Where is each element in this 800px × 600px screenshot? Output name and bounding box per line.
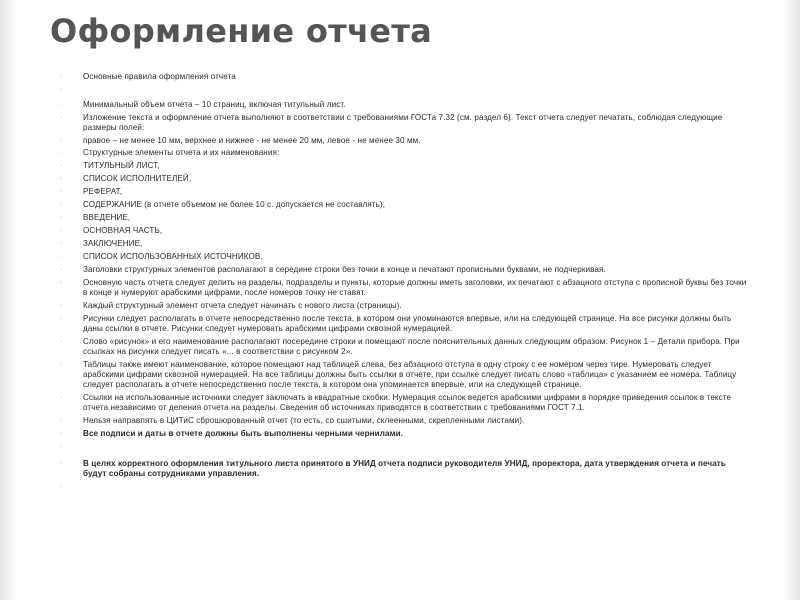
list-item [60,314,748,334]
bullet-icon: ◦ [60,280,63,286]
bullet-icon: ◦ [60,115,63,121]
bullet-icon: ◦ [60,150,63,156]
list-item [60,360,748,390]
slide-title: Оформление отчета [50,12,432,50]
bullet-icon: ◦ [60,215,63,221]
bullet-icon: ◦ [60,138,63,144]
list-item-text: СПИСОК ИСПОЛНИТЕЛЕЙ, [83,174,192,183]
list-item-text: Ссылки на использованные источники следует заключать в квадратные скобки. Нумерация ссылок ведется арабскими цифрами в порядке приведения ссылок в тексте отчета независимо от деления отчета на разделы. Сведения об источниках приводятся в соответствии с требованиями ГОСТ 7.1. [83,393,732,412]
bullet-list [60,72,748,492]
list-item [60,72,748,82]
list-item [60,416,748,426]
list-item-text: Изложение текста и оформление отчета выполняют в соответствии с требованиями ГОСТа 7.32 (см. раздел 6). Текст отчета следует печатать, соблюдая следующие размеры полей: [83,113,723,132]
list-item [60,442,748,452]
list-item-text: Слово «рисунок» и его наименование располагают посередине строки и помещают после пояснительных данных следующим образом: Рисунок 1 – Детали прибора. При ссылках на рисунки следует писать «... в соответствии с рисунком 2». [83,337,740,356]
list-item-text: правое – не менее 10 мм, верхнее и нижнее - не менее 20 мм, левое - не менее 30 мм. [83,136,421,145]
list-item-text: ЗАКЛЮЧЕНИЕ, [83,239,143,248]
bullet-icon: ◦ [60,362,63,368]
list-item [60,393,748,413]
bullet-icon: ◦ [60,316,63,322]
list-item-text: Заголовки структурных элементов располагают в середине строки без точки в конце и печатают прописными буквами, не подчеркивая. [83,265,606,274]
bullet-icon: ◦ [60,241,63,247]
list-item [60,148,748,158]
list-item [60,136,748,146]
list-item [60,213,748,223]
list-item-text: ОСНОВНАЯ ЧАСТЬ, [83,226,163,235]
bullet-icon: ◦ [60,418,63,424]
list-item [60,113,748,133]
bullet-icon: ◦ [60,163,63,169]
list-item [60,337,748,357]
list-item [60,252,748,262]
list-item [60,278,748,298]
list-item-text: Нельзя направлять в ЦИТиС сброшюрованный отчет (то есть, со сшитыми, склеенными, скрепленными листами). [83,416,525,425]
list-item-text: Таблицы также имеют наименование, которое помещают над таблицей слева, без абзацного отступа в одну строку с ее номером через тире. Нумеровать следует арабскими цифрами сквозной нумерацией. На все таблицы должны быть ссылки в отчете, при ссылке следует писать слово «таблица» с указанием ее номера. Таблицу следует располагать в отчете непосредственно после текста, в котором она упоминается впервые, или на следующей странице. [83,360,737,389]
bullet-icon: ◦ [60,74,63,80]
list-item-text: Каждый структурный элемент отчета следует начинать с нового листа (страницы). [83,301,402,310]
list-item [60,174,748,184]
bullet-icon: ◦ [60,303,63,309]
list-item-text: Минимальный объем отчета – 10 страниц, включая титульный лист. [83,100,346,109]
list-item [60,100,748,110]
bullet-icon: ◦ [60,189,63,195]
list-item [60,265,748,275]
list-item-text: ТИТУЛЬНЫЙ ЛИСТ, [83,161,160,170]
bullet-icon: ◦ [60,484,63,490]
list-item-text: Основные правила оформления отчета [83,72,236,81]
list-item [60,429,748,439]
bullet-icon: ◦ [60,444,63,450]
list-item [60,459,748,479]
bullet-icon: ◦ [60,461,63,467]
list-item-text: Все подписи и даты в отчете должны быть выполнены черными чернилами. [83,429,404,438]
list-item [60,301,748,311]
bullet-icon: ◦ [60,267,63,273]
left-edge-shadow [0,0,18,600]
bullet-icon: ◦ [60,431,63,437]
bullet-icon: ◦ [60,339,63,345]
list-item-text: ВВЕДЕНИЕ, [83,213,131,222]
bullet-icon: ◦ [60,395,63,401]
bullet-icon: ◦ [60,254,63,260]
list-item-text: Основную часть отчета следует делить на разделы, подразделы и пункты, которые должны иметь заголовки, их печатают с абзацного отступа с прописной буквы без точки в конце и нумеруют арабскими цифрами, после номеров точку не ставят. [83,278,747,297]
bullet-icon: ◦ [60,202,63,208]
bullet-icon: ◦ [60,102,63,108]
right-edge-shadow [782,0,800,600]
bullet-icon: ◦ [60,87,63,93]
list-item [60,226,748,236]
list-item-text: Структурные элементы отчета и их наименования: [83,148,280,157]
bullet-icon: ◦ [60,228,63,234]
list-item [60,85,748,95]
list-item [60,482,748,492]
list-item-text: РЕФЕРАТ, [83,187,123,196]
bullet-icon: ◦ [60,176,63,182]
list-item [60,187,748,197]
list-item [60,161,748,171]
list-item-text: СПИСОК ИСПОЛЬЗОВАННЫХ ИСТОЧНИКОВ. [83,252,263,261]
list-item [60,239,748,249]
list-item [60,200,748,210]
list-item-text: СОДЕРЖАНИЕ (в отчете объемом не более 10 с. допускается не составлять), [83,200,386,209]
list-item-text: В целях корректного оформления титульного листа принятого в УНИД отчета подписи руководителя УНИД, проректора, дата утверждения отчета и печать будут собраны сотрудниками управления. [83,459,726,478]
list-item-text: Рисунки следует располагать в отчете непосредственно после текста, в котором они упоминаются впервые, или на следующей странице. На все рисунки должны быть даны ссылки в отчете. Рисунки следует нумеровать арабскими цифрами сквозной нумерацией. [83,314,732,333]
